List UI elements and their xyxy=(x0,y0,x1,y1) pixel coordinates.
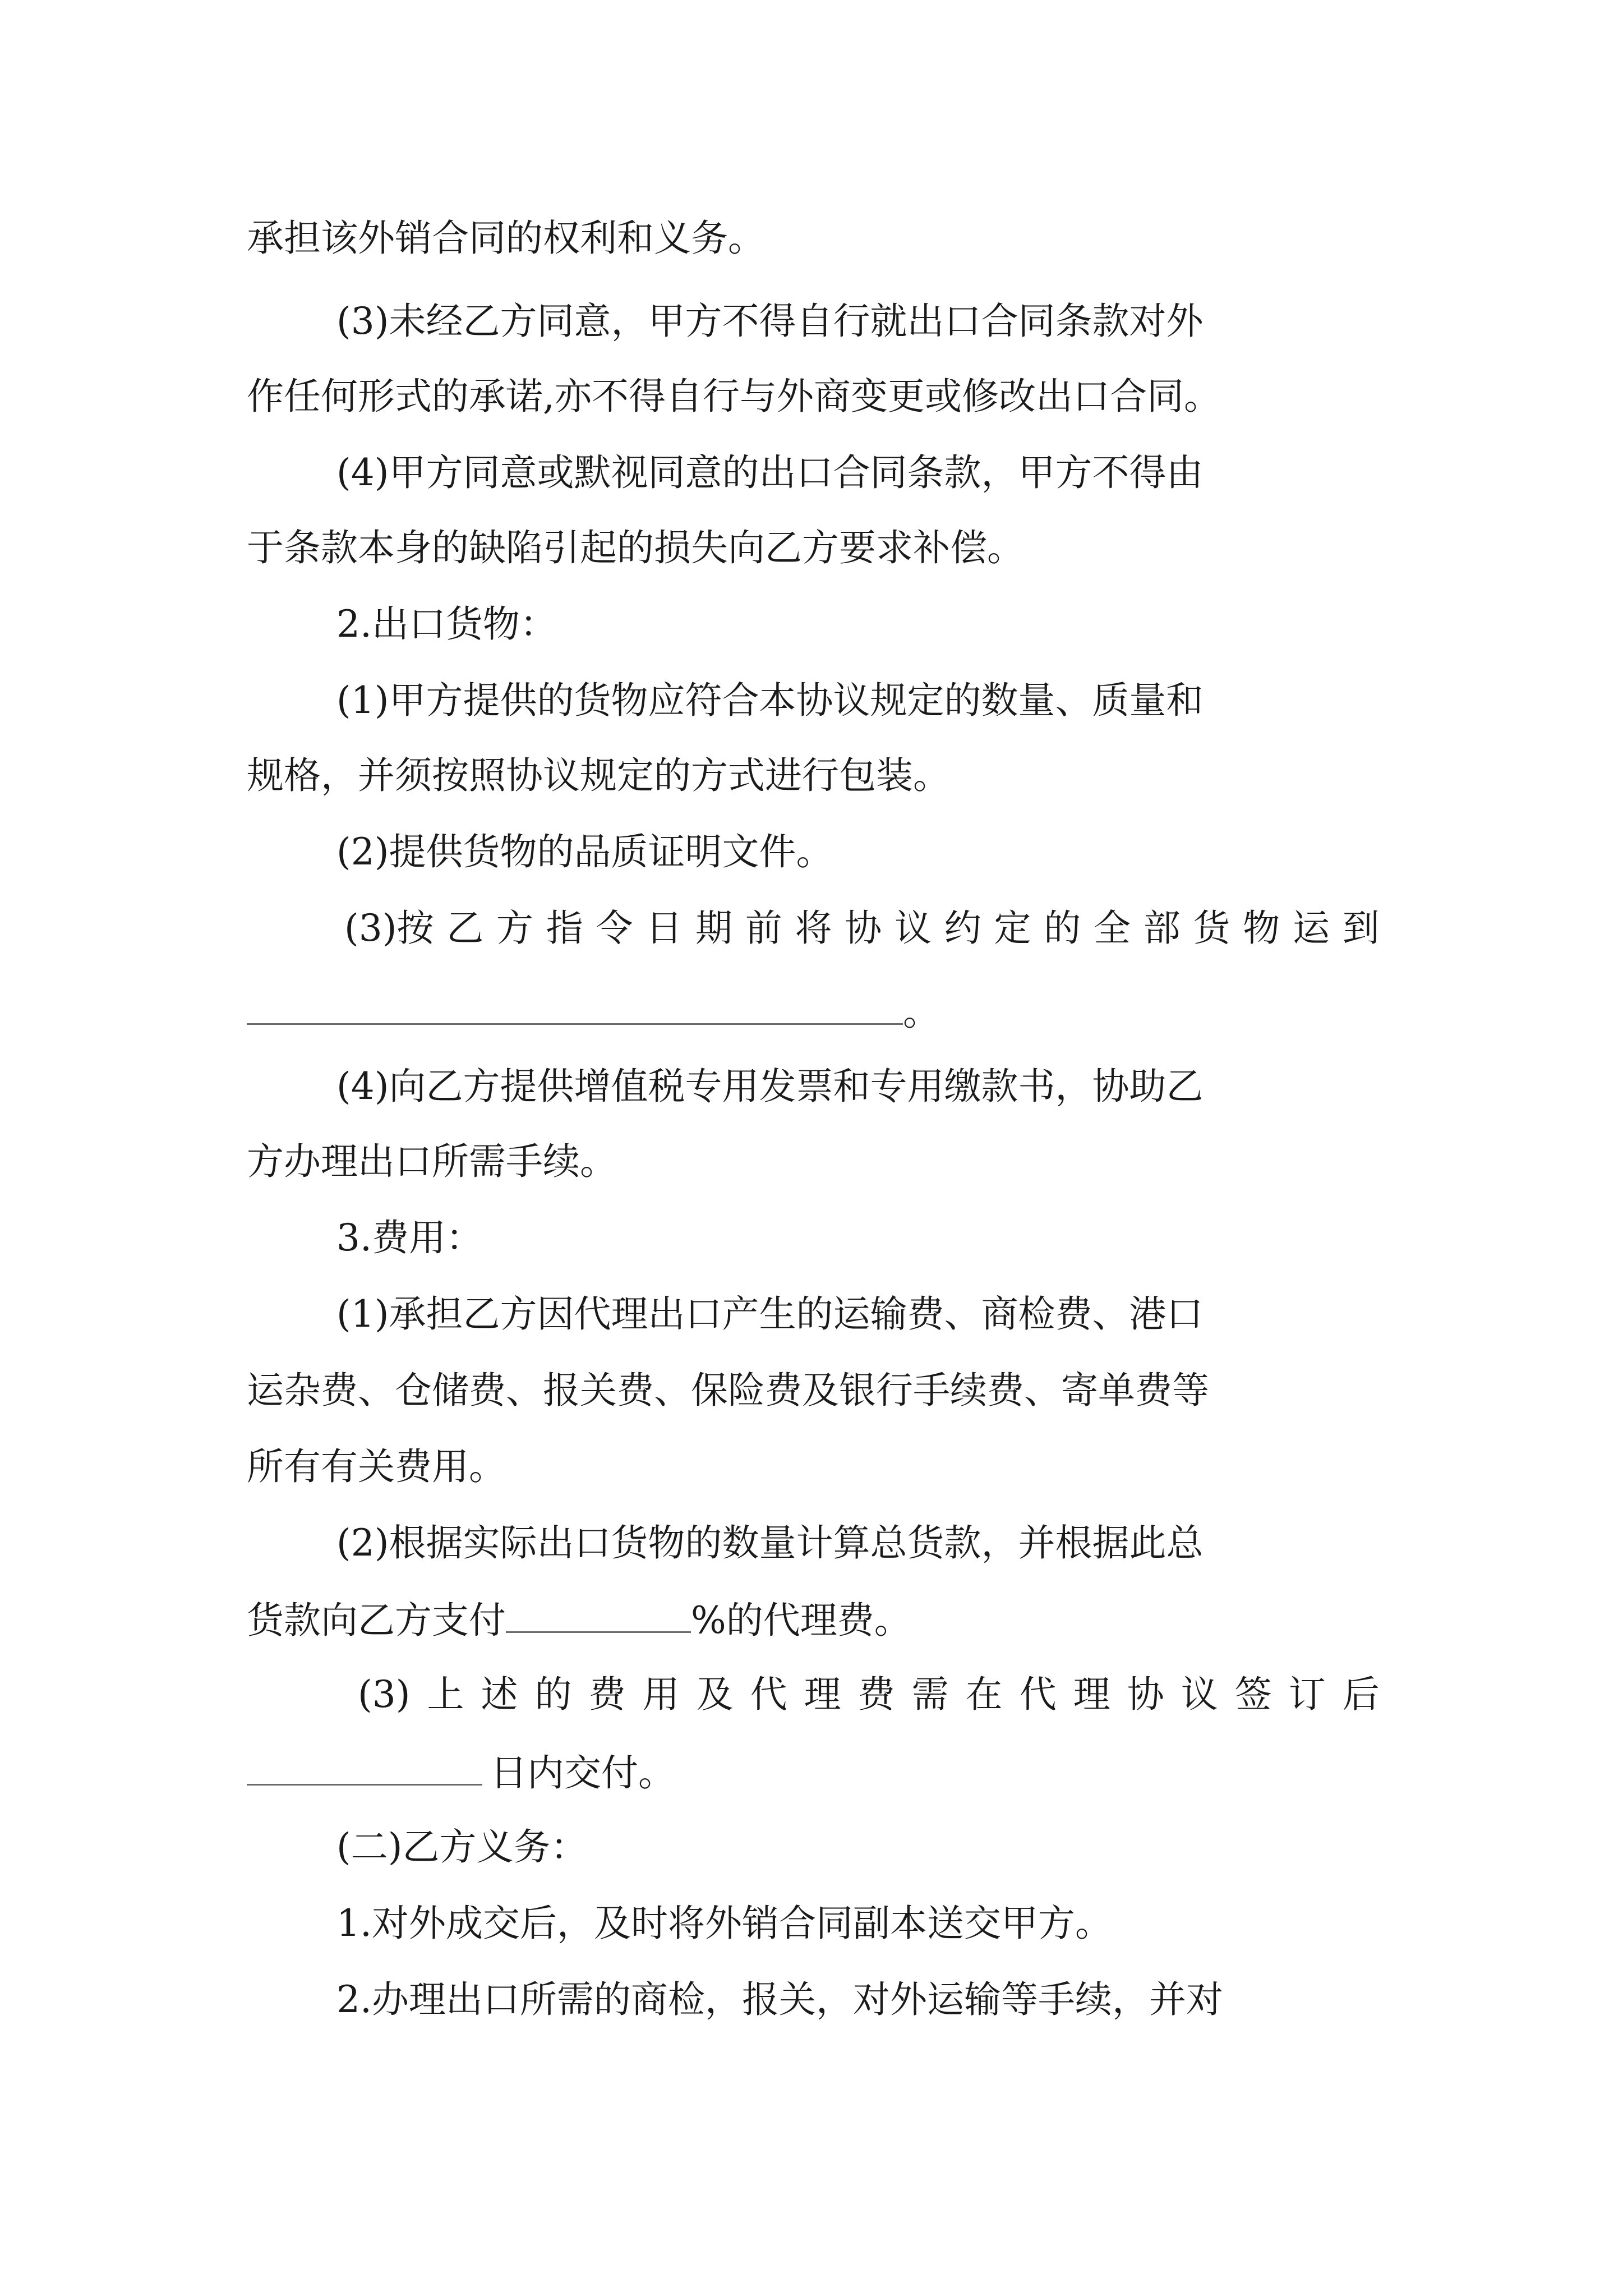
blank-line-row xyxy=(247,1599,911,1642)
blank-line-row xyxy=(247,1751,675,1795)
text-run: 的 xyxy=(534,1673,572,1716)
fill-in-blank[interactable] xyxy=(247,992,903,1025)
section-heading: 2.出口货物： xyxy=(336,602,557,646)
text-run: 定 xyxy=(994,907,1031,950)
text-line: 所有有关费用。 xyxy=(247,1445,506,1488)
text-run: 期 xyxy=(695,907,732,950)
text-run: 将 xyxy=(795,907,832,950)
text-line: (2)提供货物的品质证明文件。 xyxy=(336,830,833,873)
text-line: (2)根据实际出口货物的数量计算总货款，并根据此总 xyxy=(336,1521,1204,1565)
text-run: 货款向乙方支付 xyxy=(247,1599,506,1642)
text-run: 前 xyxy=(745,907,782,950)
text-line: 承担该外销合同的权利和义务。 xyxy=(247,217,765,260)
text-run: 代 xyxy=(1019,1673,1057,1716)
justified-line xyxy=(358,1673,1380,1716)
justified-line xyxy=(344,907,1380,950)
text-run: 约 xyxy=(944,907,981,950)
text-run: 述 xyxy=(481,1673,518,1716)
text-run: 协 xyxy=(845,907,882,950)
text-run: 费 xyxy=(588,1673,626,1716)
text-run: 理 xyxy=(1073,1673,1110,1716)
text-run: 乙 xyxy=(446,907,484,950)
text-run: 日内交付。 xyxy=(490,1751,675,1795)
text-run: 后 xyxy=(1342,1673,1380,1716)
text-run: 代 xyxy=(750,1673,787,1716)
text-run: 部 xyxy=(1143,907,1181,950)
text-run: 理 xyxy=(804,1673,841,1716)
text-run: 签 xyxy=(1234,1673,1272,1716)
text-line: (4)向乙方提供增值税专用发票和专用缴款书，协助乙 xyxy=(336,1065,1204,1108)
section-heading: (二)乙方义务： xyxy=(336,1825,588,1869)
text-run: 用 xyxy=(642,1673,680,1716)
text-line: 方办理出口所需手续。 xyxy=(247,1140,617,1183)
text-run: 需 xyxy=(911,1673,949,1716)
text-run: 的 xyxy=(1044,907,1081,950)
text-line: (4)甲方同意或默视同意的出口合同条款，甲方不得由 xyxy=(336,451,1204,494)
text-run: 全 xyxy=(1094,907,1131,950)
text-line: (1)甲方提供的货物应符合本协议规定的数量、质量和 xyxy=(336,679,1204,722)
text-line: 规格，并须按照协议规定的方式进行包装。 xyxy=(247,754,950,797)
text-run: 运 xyxy=(1293,907,1330,950)
fill-in-blank[interactable] xyxy=(247,1752,482,1786)
text-run: 议 xyxy=(1181,1673,1218,1716)
text-run: 订 xyxy=(1288,1673,1326,1716)
text-run: 费 xyxy=(857,1673,895,1716)
fill-in-blank[interactable] xyxy=(506,1600,691,1633)
text-run: 。 xyxy=(903,991,940,1034)
text-run: 及 xyxy=(696,1673,734,1716)
text-run: 到 xyxy=(1342,907,1380,950)
text-line: 运杂费、仓储费、报关费、保险费及银行手续费、寄单费等 xyxy=(247,1369,1209,1412)
text-run: 物 xyxy=(1243,907,1280,950)
text-line: (1)承担乙方因代理出口产生的运输费、商检费、港口 xyxy=(336,1292,1204,1336)
text-run: %的代理费。 xyxy=(691,1599,911,1642)
text-run: 方 xyxy=(496,907,533,950)
text-run: 指 xyxy=(546,907,583,950)
blank-line-row xyxy=(247,991,940,1034)
text-run: 在 xyxy=(965,1673,1003,1716)
text-run: 令 xyxy=(596,907,633,950)
text-run: 议 xyxy=(895,907,932,950)
text-run: (3) xyxy=(358,1673,411,1716)
section-heading: 3.费用： xyxy=(336,1216,483,1259)
text-line: 1.对外成交后，及时将外销合同副本送交甲方。 xyxy=(336,1902,1112,1945)
text-run: 上 xyxy=(427,1673,464,1716)
text-line: 作任何形式的承诺,亦不得自行与外商变更或修改出口合同。 xyxy=(247,375,1221,418)
text-line: (3)未经乙方同意，甲方不得自行就出口合同条款对外 xyxy=(336,300,1204,343)
text-run: 日 xyxy=(645,907,683,950)
text-run: 货 xyxy=(1193,907,1230,950)
text-run: (3)按 xyxy=(344,907,434,950)
text-line: 2.办理出口所需的商检，报关，对外运输等手续，并对 xyxy=(336,1978,1223,2021)
text-run: 协 xyxy=(1127,1673,1164,1716)
text-line: 于条款本身的缺陷引起的损失向乙方要求补偿。 xyxy=(247,526,1024,569)
